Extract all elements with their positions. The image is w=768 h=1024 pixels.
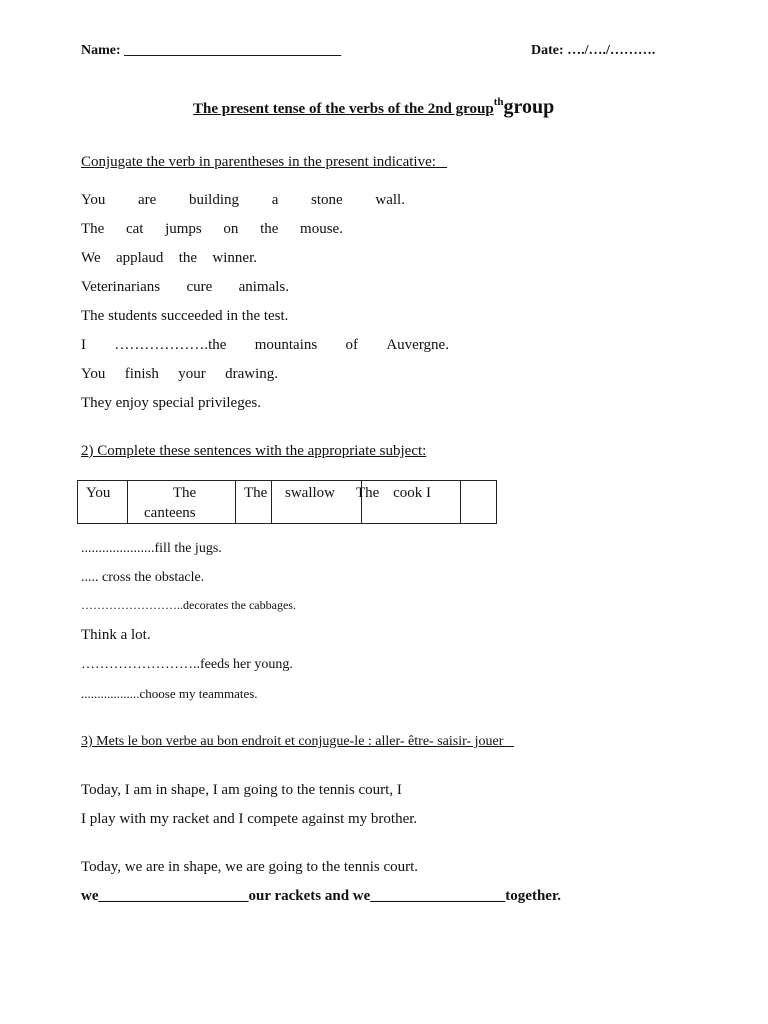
name-field	[81, 43, 341, 59]
fill-sentence-1: .....................fill the jugs.	[81, 541, 222, 556]
subject-the-2: The	[356, 485, 380, 501]
sentence-2	[81, 221, 343, 238]
section1-instruction	[81, 154, 447, 171]
word: mouse.	[300, 221, 343, 237]
word: You	[81, 366, 106, 382]
word: the	[260, 221, 279, 237]
sentence-4	[81, 279, 289, 296]
word: the	[178, 250, 198, 266]
fill-sentence-4: Think a lot.	[81, 627, 151, 643]
paragraph1-line2: I play with my racket and I compete against my brother.	[81, 811, 418, 827]
paragraph1-line1: Today, I am in shape, I am going to the tennis court, I	[81, 782, 402, 798]
word: animals.	[238, 279, 289, 295]
sentence-3	[81, 250, 257, 267]
subject-the-canteens-line2: canteens	[144, 505, 196, 521]
sentence-6	[81, 337, 449, 354]
subject-cell	[236, 481, 272, 524]
subject-cell	[128, 481, 236, 524]
fill-sentence-5: ……………………..feeds her young.	[81, 657, 293, 672]
word: applaud	[115, 250, 164, 266]
word: Auvergne.	[386, 337, 449, 353]
word: winner.	[212, 250, 257, 266]
sentence-7	[81, 366, 278, 383]
fill-sentence-6: ..................choose my teammates.	[81, 686, 258, 701]
paragraph2-line2: we____________________our rackets and we__________________together.	[81, 888, 561, 904]
word: The	[81, 221, 105, 237]
title-superscript: th	[493, 96, 504, 108]
word: stone	[311, 192, 343, 208]
page-title	[193, 96, 554, 119]
subject-the-cook-i	[356, 481, 460, 503]
subject-the-canteens-line1: The	[172, 485, 197, 501]
name-label: Name:	[81, 43, 121, 58]
subject-cell	[272, 481, 362, 524]
word: finish	[124, 366, 159, 382]
word: We	[81, 250, 101, 266]
word: mountains	[254, 337, 318, 353]
subjects-table	[77, 480, 497, 524]
subject-swallow: swallow	[285, 485, 335, 501]
word: cure	[186, 279, 213, 295]
subject-cell-empty	[461, 481, 497, 524]
word: building	[189, 192, 240, 208]
section1-instruction-tail	[436, 154, 447, 170]
section3-instruction-tail	[503, 734, 514, 749]
subject-you: You	[86, 485, 111, 501]
word: drawing.	[225, 366, 278, 382]
subject-cell	[356, 481, 461, 524]
word: your	[178, 366, 206, 382]
word: on	[223, 221, 239, 237]
sentence-8: They enjoy special privileges.	[81, 395, 261, 411]
word: of	[345, 337, 359, 353]
section2-instruction: 2) Complete these sentences with the appropriate subject:	[81, 443, 427, 459]
sentence-5: The students succeeded in the test.	[81, 308, 289, 324]
title-big-word: group	[503, 96, 555, 118]
word: Veterinarians	[81, 279, 161, 295]
fill-sentence-3: ……………………..decorates the cabbages.	[81, 598, 296, 612]
fill-sentence-2: ..... cross the obstacle.	[81, 570, 205, 585]
word: jumps	[165, 221, 202, 237]
word: are	[138, 192, 157, 208]
word: cat	[125, 221, 144, 237]
word: I	[81, 337, 86, 353]
section1-instruction-text: Conjugate the verb in parentheses in the present indicative:	[81, 154, 436, 170]
section3-instruction-text: 3) Mets le bon verbe au bon endroit et conjugue-le : aller- être- saisir- jouer	[81, 734, 504, 749]
section3-instruction	[81, 734, 514, 750]
date-field: Date: …./…./……….	[531, 43, 656, 58]
sentence-1	[81, 192, 405, 209]
title-main: The present tense of the verbs of the 2nd group	[193, 101, 494, 117]
subject-the: The	[244, 485, 268, 501]
paragraph2-line1: Today, we are in shape, we are going to the tennis court.	[81, 859, 419, 875]
subject-cook-i: cook I	[393, 485, 431, 501]
subject-cell	[78, 481, 128, 524]
word: You	[81, 192, 106, 208]
name-line: _______________________________	[124, 43, 342, 58]
word: ……………….the	[114, 337, 227, 353]
word: wall.	[375, 192, 405, 208]
word: a	[271, 192, 279, 208]
